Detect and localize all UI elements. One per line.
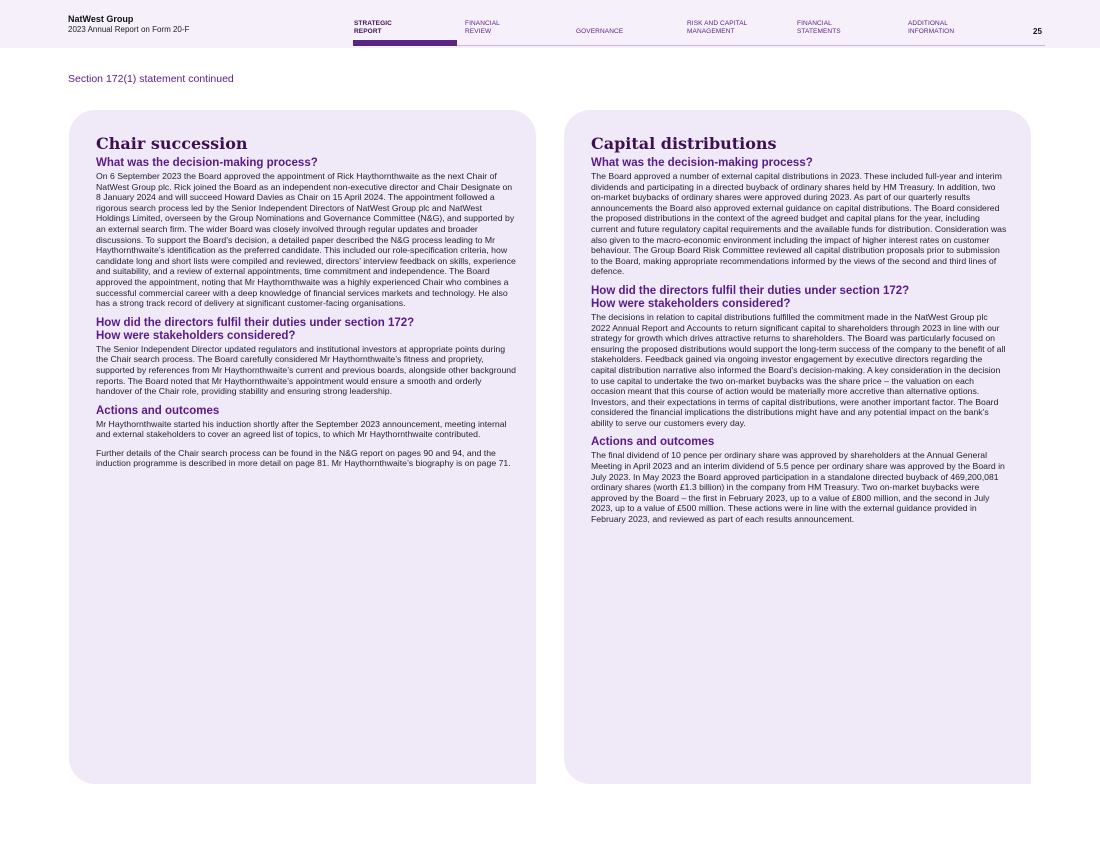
page-number: 25 bbox=[1033, 27, 1042, 36]
section-continued-label: Section 172(1) statement continued bbox=[68, 73, 234, 85]
nav-additional-information[interactable]: ADDITIONAL INFORMATION bbox=[908, 20, 955, 35]
nav-active-indicator bbox=[353, 40, 457, 46]
duties-heading: How did the directors fulfil their duties under section 172? How were stakeholders considered? bbox=[96, 316, 415, 342]
company-name: NatWest Group bbox=[68, 14, 134, 24]
duties-text: The Senior Independent Director updated regulators and institutional investors at appropriate points during the Chair search process. The Board carefully considered Mr Haythornthwaite’s fitness and propriety, supported by references from Mr Haythornthwaite’s current and previous boards, alongside other background reports. The Board noted that Mr Haythornthwaite’s appointment would ensure a smooth and orderly handover of the Chair role, providing stability and ensuring strong leadership. bbox=[96, 343, 516, 397]
nav-risk-capital-management[interactable]: RISK AND CAPITAL MANAGEMENT bbox=[687, 20, 748, 35]
duties-heading: How did the directors fulfil their duties under section 172? How were stakeholders considered? bbox=[591, 284, 910, 310]
nav-financial-review[interactable]: FINANCIAL REVIEW bbox=[465, 20, 500, 35]
decision-process-heading: What was the decision-making process? bbox=[591, 157, 813, 169]
actions-heading: Actions and outcomes bbox=[96, 404, 220, 417]
brand bbox=[68, 14, 189, 34]
panel-title: Chair succession bbox=[96, 134, 248, 153]
actions-text: Mr Haythornthwaite started his induction shortly after the September 2023 announcement, meeting internal and external stakeholders to cover an agreed list of topics, to which Mr Haythornthwaite contributed. bbox=[96, 418, 507, 440]
nav-governance[interactable]: GOVERNANCE bbox=[576, 28, 624, 35]
capital-distributions-panel bbox=[564, 110, 1031, 784]
actions-text: The final dividend of 10 pence per ordinary share was approved by shareholders at the Annual General Meeting in April 2023 and an interim dividend of 5.5 pence per ordinary share was approved by the Board in July 2023. In May 2023 the Board approved participation in a standalone directed buyback of 469,200,081 ordinary shares (worth £1.3 billion) in the company from HM Treasury. Two on-market buybacks were approved by the Board – the first in February 2023, up to a value of £800 million, and the second in July 2023, up to a value of £500 million. These actions were in line with the external guidance provided in February 2023, and reviewed as part of each results announcement. bbox=[591, 450, 1005, 525]
nav-financial-statements[interactable]: FINANCIAL STATEMENTS bbox=[797, 20, 841, 35]
decision-process-text: On 6 September 2023 the Board approved the appointment of Rick Haythornthwaite as the next Chair of NatWest Group plc. Rick joined the Board as an independent non-executive director and Chair Designate on 8 January 2024 and will succeed Howard Davies as Chair on 15 April 2024. The appointment followed a rigorous search process led by the Senior Independent Directors of NatWest Group plc and NatWest Holdings Limited, overseen by the Group Nominations and Governance Committee (N&G), and supported by an external search firm. The wider Board was closely involved through regular updates and broader discussions. To support the Board’s decision, a detailed paper described the N&G process leading to Mr Haythornthwaite’s identification as the preferred candidate. This included our role-specification criteria, how candidate long and short lists were compiled and reviewed, directors’ interview feedback on skills, experience and suitability, and a review of external appointments, time commitment and independence. The Board approved the appointment, noting that Mr Haythornthwaite was a highly experienced Chair who combines a successful commercial career with a deep knowledge of financial services markets and technology. He also has a strong track record of delivery at significant customer-facing organisations. bbox=[96, 171, 516, 309]
actions-further-text: Further details of the Chair search process can be found in the N&G report on pages 90 and 94, and the induction programme is described in more detail on page 81. Mr Haythornthwaite’s biography is on page 71. bbox=[96, 447, 511, 469]
decision-process-heading: What was the decision-making process? bbox=[96, 157, 318, 169]
panel-title: Capital distributions bbox=[591, 134, 777, 153]
chair-succession-panel bbox=[69, 110, 536, 784]
nav-strategic-report[interactable]: STRATEGIC REPORT bbox=[354, 20, 392, 35]
page-header bbox=[0, 0, 1100, 48]
report-title: 2023 Annual Report on Form 20-F bbox=[68, 25, 190, 34]
decision-process-text: The Board approved a number of external capital distributions in 2023. These included full-year and interim dividends and participating in a directed buyback of ordinary shares held by HM Treasury. In addition, two on-market buybacks of ordinary shares were approved during 2023. As part of our quarterly results announcements the Board also approved external guidance on capital distributions. The Board considered the proposed distributions in the context of the agreed budget and capital plans for the year, including current and future regulatory capital requirements and the available funds for distribution. Consideration was also given to the macro-economic environment including the impact of higher interest rates on customer behaviour. The Group Board Risk Committee reviewed all capital distribution proposals prior to submission to the Board, making appropriate recommendations informed by the views of the second and third lines of defence. bbox=[591, 171, 1007, 277]
actions-heading: Actions and outcomes bbox=[591, 436, 715, 449]
duties-text: The decisions in relation to capital distributions fulfilled the commitment made in the NatWest Group plc 2022 Annual Report and Accounts to return significant capital to shareholders through 2023 in line with our strategy for growth which drives attractive returns to shareholders. The Board was particularly focused on ensuring the proposed distributions would support the long-term success of the company to the benefit of all stakeholders. Feedback gained via ongoing investor engagement by executive directors regarding the capital distribution narrative also informed the Board’s decision-making. A key consideration in the decision to use capital to undertake the two on-market buybacks was the share price – the valuation on each occasion meant that this course of action would be materially more accretive than alternative options. Investors, and their expectations in terms of capital distributions, were another important factor. The Board considered the financial implications the distributions might have and any potential impact on the bank’s ability to serve our customers every day. bbox=[591, 311, 1006, 428]
